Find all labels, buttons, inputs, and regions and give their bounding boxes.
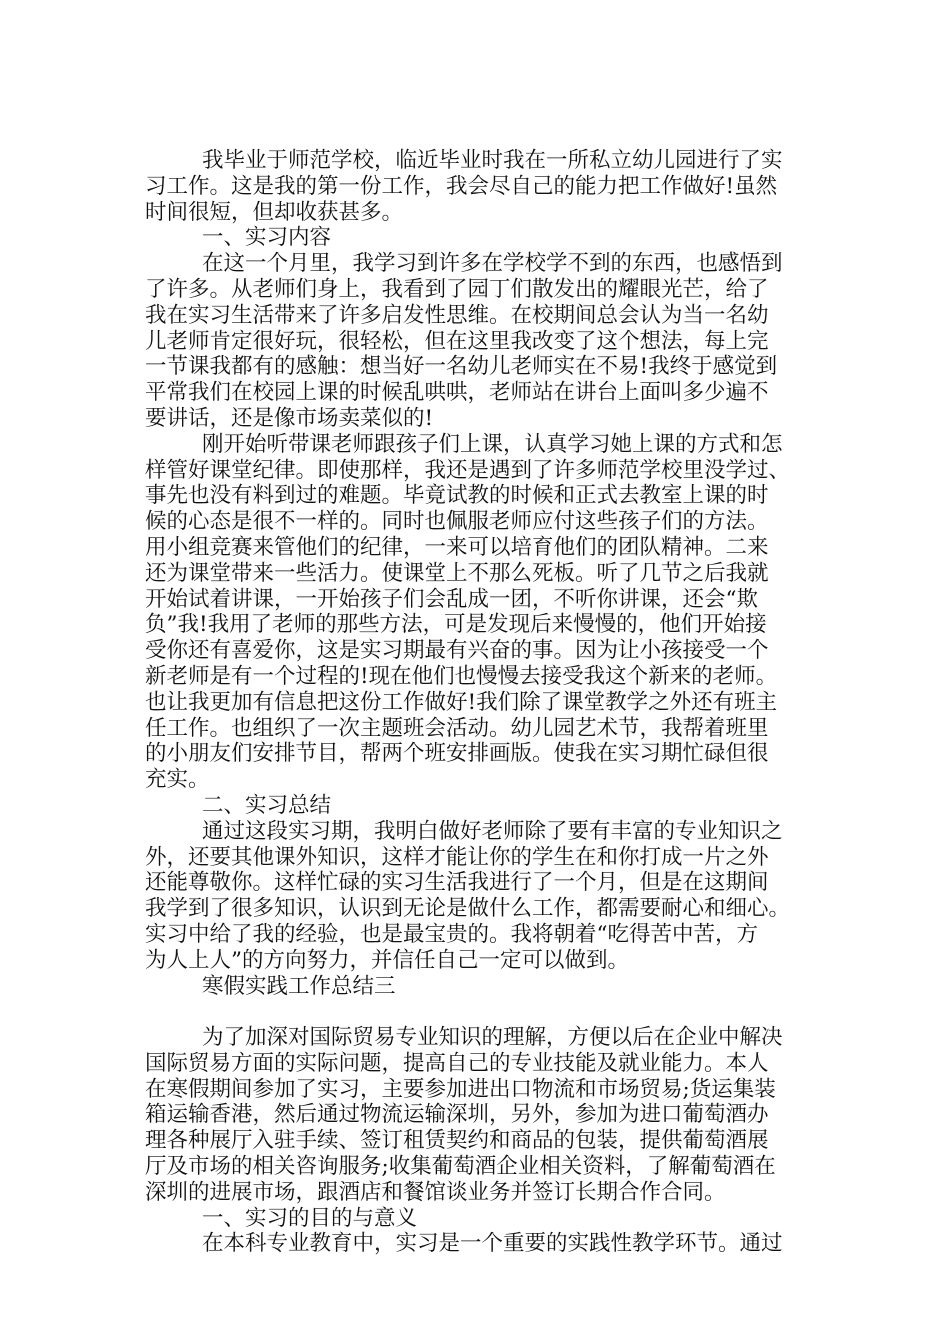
text-line: 外，还要其他课外知识，这样才能让你的学生在和你打成一片之外	[145, 844, 769, 870]
text-line: 刚开始听带课老师跟孩子们上课，认真学习她上课的方式和怎	[202, 431, 783, 457]
text-line: 我在实习生活带来了许多启发性思维。在校期间总会认为当一名幼	[145, 302, 769, 328]
text-line: 平常我们在校园上课的时候乱哄哄，老师站在讲台上面叫多少遍不	[145, 380, 769, 406]
text-line: 习工作。这是我的第一份工作，我会尽自己的能力把工作做好!虽然	[145, 173, 778, 199]
text-line: 一节课我都有的感触：想当好一名幼儿老师实在不易!我终于感觉到	[145, 354, 778, 380]
text-line: 要讲话，还是像市场卖菜似的!	[145, 405, 434, 431]
text-line: 事先也没有料到过的难题。毕竟试教的时候和正式去教室上课的时	[145, 483, 769, 509]
text-line: 为了加深对国际贸易专业知识的理解，方便以后在企业中解决	[202, 1025, 783, 1051]
text-line: 的小朋友们安排节目，帮两个班安排画版。使我在实习期忙碌但很	[145, 741, 769, 767]
text-line: 厅及市场的相关咨询服务;收集葡萄酒企业相关资料，了解葡萄酒在	[145, 1154, 776, 1180]
text-line: 开始试着讲课，一开始孩子们会乱成一团，不听你讲课，还会“欺	[145, 586, 758, 612]
text-line: 新老师是有一个过程的!现在他们也慢慢去接受我这个新来的老师。	[145, 663, 778, 689]
text-line: 任工作。也组织了一次主题班会活动。幼儿园艺术节，我帮着班里	[145, 715, 769, 741]
text-line: 了许多。从老师们身上，我看到了园丁们散发出的耀眼光芒，给了	[145, 276, 769, 302]
text-line: 样管好课堂纪律。即使那样，我还是遇到了许多师范学校里没学过、	[145, 457, 791, 483]
text-line: 为人上人”的方向努力，并信任自己一定可以做到。	[145, 947, 629, 973]
text-line: 在本科专业教育中，实习是一个重要的实践性教学环节。通过	[202, 1231, 783, 1257]
text-line: 还为课堂带来一些活力。使课堂上不那么死板。听了几节之后我就	[145, 560, 769, 586]
text-line: 通过这段实习期，我明白做好老师除了要有丰富的专业知识之	[202, 818, 783, 844]
text-line: 深圳的进展市场，跟酒店和餐馆谈业务并签订长期合作合同。	[145, 1179, 726, 1205]
text-line: 二、实习总结	[202, 792, 332, 818]
text-line: 还能尊敬你。这样忙碌的实习生活我进行了一个月，但是在这期间	[145, 870, 769, 896]
text-line: 一、实习的目的与意义	[202, 1205, 418, 1231]
text-line: 理各种展厅入驻手续、签订租赁契约和商品的包装，提供葡萄酒展	[145, 1128, 769, 1154]
text-line: 箱运输香港，然后通过物流运输深圳，另外，参加为进口葡萄酒办	[145, 1102, 769, 1128]
text-line: 我毕业于师范学校，临近毕业时我在一所私立幼儿园进行了实	[202, 148, 783, 173]
text-line: 负”我!我用了老师的那些方法，可是发现后来慢慢的，他们开始接	[145, 612, 767, 638]
text-line: 也让我更加有信息把这份工作做好!我们除了课堂教学之外还有班主	[145, 689, 778, 715]
text-line: 受你还有喜爱你，这是实习期最有兴奋的事。因为让小孩接受一个	[145, 638, 769, 664]
text-line: 时间很短，但却收获甚多。	[145, 199, 404, 225]
text-line: 在寒假期间参加了实习，主要参加进出口物流和市场贸易;货运集装	[145, 1076, 776, 1102]
text-line: 实习中给了我的经验，也是最宝贵的。我将朝着“吃得苦中苦，方	[145, 921, 758, 947]
text-line: 寒假实践工作总结三	[202, 973, 396, 999]
text-line	[145, 999, 815, 1025]
text-line: 在这一个月里，我学习到许多在学校学不到的东西，也感悟到	[202, 251, 783, 277]
text-line: 儿老师肯定很好玩，很轻松，但在这里我改变了这个想法，每上完	[145, 328, 769, 354]
text-line: 用小组竞赛来管他们的纪律，一来可以培育他们的团队精神。二来	[145, 534, 769, 560]
document-body	[145, 148, 815, 1257]
text-line: 一、实习内容	[202, 225, 332, 251]
text-line: 我学到了很多知识，认识到无论是做什么工作，都需要耐心和细心。	[145, 896, 791, 922]
text-line: 国际贸易方面的实际问题，提高自己的专业技能及就业能力。本人	[145, 1050, 769, 1076]
text-line: 候的心态是很不一样的。同时也佩服老师应付这些孩子们的方法。	[145, 509, 769, 535]
text-line: 充实。	[145, 767, 210, 793]
